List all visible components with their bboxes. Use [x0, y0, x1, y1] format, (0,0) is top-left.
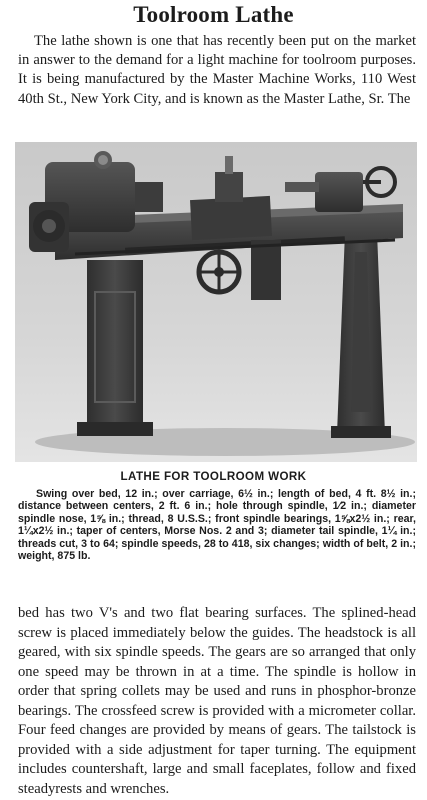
figure-caption-specs: Swing over bed, 12 in.; over carriage, 6½ in.; length of bed, 4 ft. 8½ in.; distance between centers, 2 ft. 6 in.; hole through spindle, 1⁄2 in.; diameter spindle nose, 1⅝ in.; thread, 8 U.S.S.; front spindle bearings, 1⅝x2½ in.; rear, 1¼x2½ in.; taper of centers, Morse Nos. 2 and 3; diameter tail spindle, 1¼ in.; threads cut, 3 to 64; spindle speeds, 28 to 418, six changes; width of belt, 2 in.; weight, 875 lb. [18, 488, 416, 563]
lathe-illustration [15, 142, 417, 462]
lathe-photo [15, 142, 417, 462]
left-pedestal [77, 260, 153, 436]
figure-caption-title: LATHE FOR TOOLROOM WORK [120, 470, 307, 483]
intro-paragraph: The lathe shown is one that has recently been put on the market in answer to the demand for a light machine for toolroom purposes. It is being manufactured by the Master Machine Works, 110 West 40th St., New York City, and is known as the Master Lathe, Sr. The [18, 33, 416, 107]
article-title: Toolroom Lathe [133, 2, 294, 27]
body-paragraph: bed has two V's and two flat bearing surfaces. The splined-head screw is placed immediately below the guides. The headstock is all geared, with six spindle speeds. The gears are so arranged that only one speed may be thrown in at a time. The spindle is hollow in order that spring collets may be used and runs in phosphor-bronze bearings. The crossfeed screw is provided with a micrometer collar. Four feed changes are provided by means of gears. The tailstock is provided with a side adjustment for taper turning. The equipment includes countershaft, large and small faceplates, follow and fixed steadyrests and wrenches. [18, 605, 416, 797]
